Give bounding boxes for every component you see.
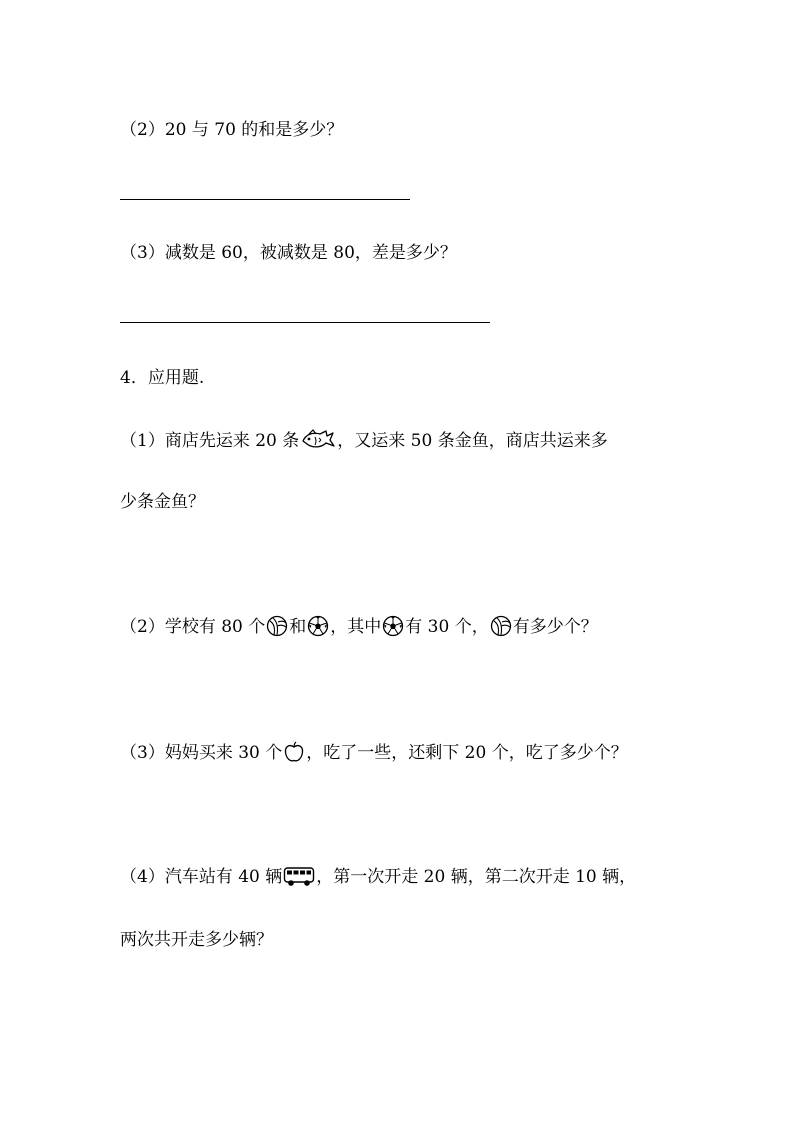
goldfish-icon (300, 429, 336, 451)
answer-line[interactable] (120, 199, 410, 200)
problem-4-line-2: 两次共开走多少辆？ (120, 930, 273, 950)
problem-2-line-1: （2）学校有 80 个 和 ，其中 有 30 个， 有多少个？ (120, 617, 598, 637)
question-3-2 (120, 118, 343, 142)
question-text: （2）20 与 70 的和是多少？ (120, 120, 344, 140)
problem-1-line-1: （1）商店先运来 20 条 ，又运来 50 条金鱼，商店共运来多 (120, 431, 608, 451)
apple-icon (283, 741, 305, 763)
problem-4-line-1: （4）汽车站有 40 辆 ，第一次开走 20 辆，第二次开走 10 辆， (120, 867, 637, 887)
problem-1-line-2: 少条金鱼？ (120, 492, 205, 512)
bus-icon (283, 865, 315, 887)
answer-line[interactable] (120, 322, 490, 323)
section-title: 4．应用题. (120, 368, 205, 388)
question-3-3 (120, 241, 457, 265)
soccer-ball-icon (307, 615, 329, 637)
volleyball-icon (266, 615, 288, 637)
soccer-ball-icon (382, 615, 404, 637)
question-text: （3）减数是 60，被减数是 80，差是多少？ (120, 243, 457, 263)
volleyball-icon (490, 615, 512, 637)
problem-3-line-1: （3）妈妈买来 30 个 ，吃了一些，还剩下 20 个，吃了多少个？ (120, 743, 628, 763)
